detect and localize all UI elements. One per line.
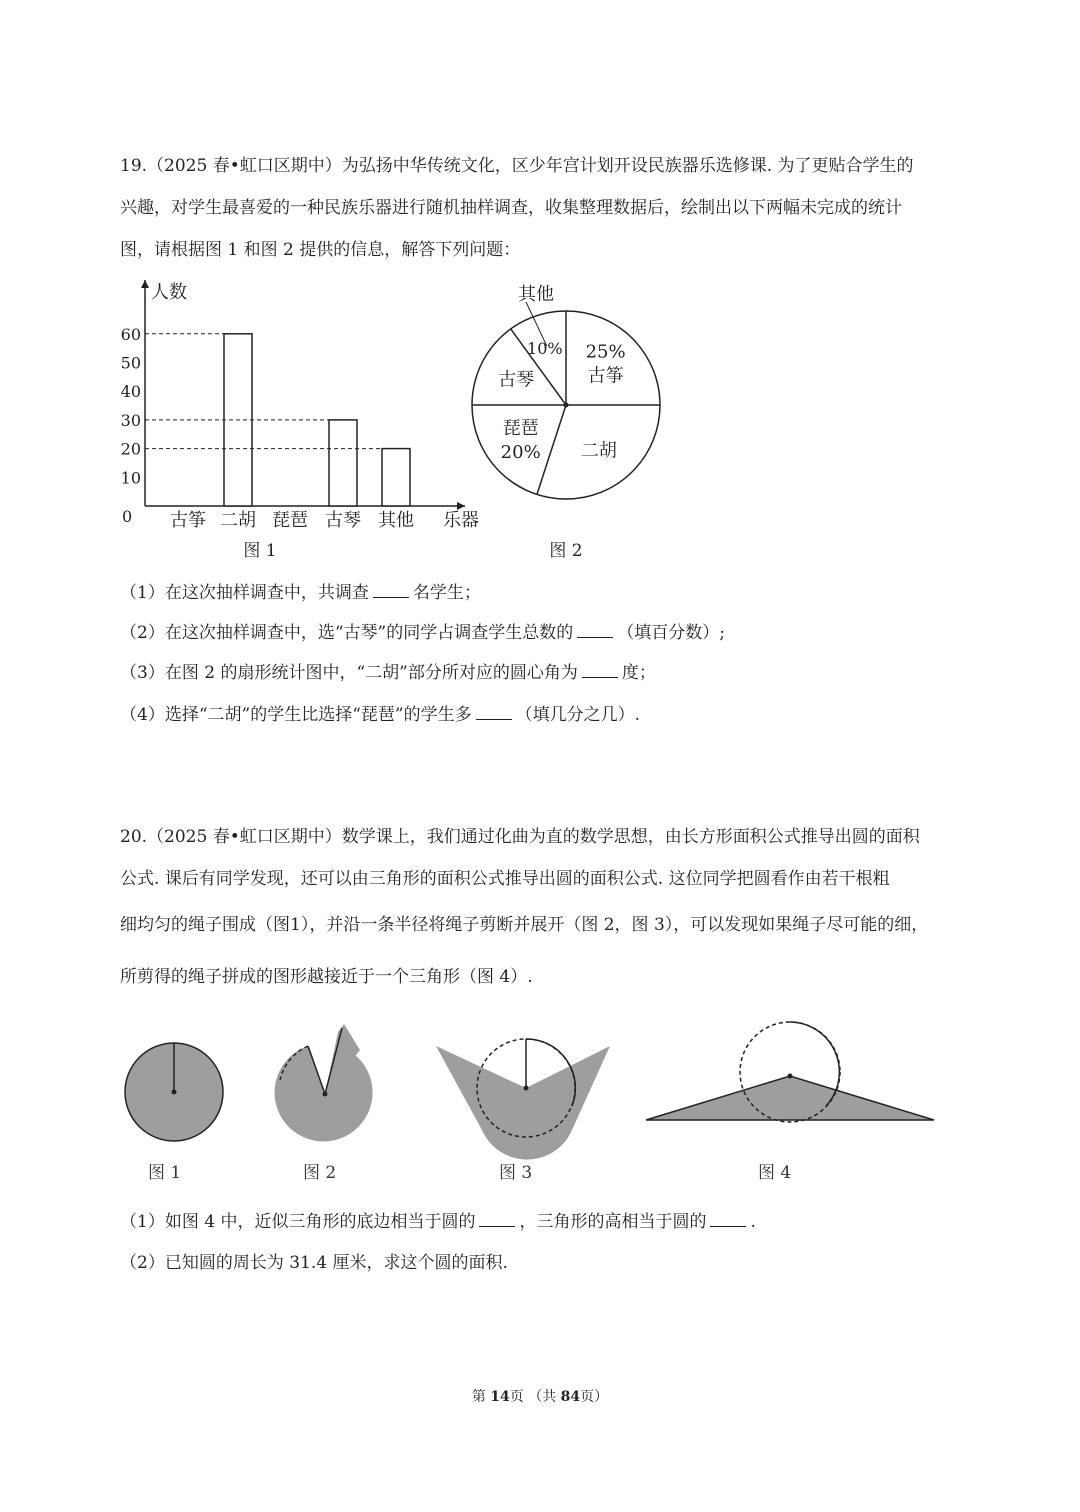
figure-1-caption: 图 1 <box>243 541 277 561</box>
q19-sub1 <box>120 578 481 603</box>
figure-3-caption: 图 3 <box>499 1163 533 1183</box>
origin-label: 0 <box>122 507 133 526</box>
q19-sub3 <box>120 658 656 683</box>
q20-line-3: 细均匀的绳子围成（图1），并沿一条半径将绳子剪断并展开（图 2，图 3），可以发现如果绳子尽可能的细， <box>120 915 929 935</box>
q19-sub3-text: （3）在图 2 的扇形统计图中，“二胡”部分所对应的圆心角为 <box>120 663 578 683</box>
y-axis-label: 人数 <box>151 282 187 303</box>
answer-blank[interactable] <box>582 661 618 678</box>
q19-sub3-tail: 度； <box>621 663 656 683</box>
answer-blank[interactable] <box>710 1210 746 1227</box>
q19-sub4-tail: （填几分之几）. <box>515 705 640 725</box>
q19-sub4-text: （4）选择“二胡”的学生比选择“琵琶”的学生多 <box>120 705 472 725</box>
x-axis-label: 乐器 <box>443 510 479 531</box>
pie-label: 二胡 <box>580 440 617 462</box>
y-tick-label: 50 <box>120 353 141 373</box>
q20-sub1 <box>120 1207 756 1232</box>
pie-label: 其他 <box>518 284 554 305</box>
figure-2-caption: 图 2 <box>549 541 583 561</box>
pie-center <box>564 403 569 408</box>
q20-line-2: 公式. 课后有同学发现，还可以由三角形的面积公式推导出圆的面积公式. 这位同学把圆看作由若干根粗 <box>120 869 890 889</box>
q20-sub1-tail: . <box>750 1212 756 1232</box>
pie-label: 古琴 <box>498 369 535 391</box>
answer-blank[interactable] <box>479 1210 515 1227</box>
y-tick-label: 30 <box>120 410 141 430</box>
q19-line-3: 图，请根据图 1 和图 2 提供的信息，解答下列问题： <box>120 240 521 260</box>
page-total: 84 <box>560 1389 581 1405</box>
figure-1-caption: 图 1 <box>148 1163 182 1183</box>
q20-line-1: 20.（2025 春•虹口区期中）数学课上，我们通过化曲为直的数学思想，由长方形面积公式推导出圆的面积 <box>120 827 920 847</box>
q20-sub1-mid: ，三角形的高相当于圆的 <box>519 1212 707 1232</box>
bar <box>329 420 357 506</box>
x-tick-label: 古琴 <box>325 510 361 531</box>
pie-value-label: 20% <box>500 441 541 463</box>
figure-3-unfolding <box>436 1039 610 1160</box>
figure-4-triangle <box>646 1022 934 1122</box>
circle-figures <box>110 1010 960 1190</box>
y-tick-label: 20 <box>120 439 141 459</box>
q20-sub2: （2）已知圆的周长为 31.4 厘米，求这个圆的面积. <box>120 1253 508 1273</box>
y-axis-arrow <box>141 280 149 288</box>
pie-value-label: 10% <box>527 339 563 359</box>
answer-blank[interactable] <box>373 581 409 598</box>
q19-sub4 <box>120 700 640 725</box>
q19-line-2: 兴趣，对学生最喜爱的一种民族乐器进行随机抽样调查，收集整理数据后，绘制出以下两幅未完成的统计 <box>120 198 902 218</box>
figure-4-caption: 图 4 <box>758 1163 792 1183</box>
bar-chart <box>110 270 490 570</box>
x-tick-label: 二胡 <box>220 510 256 531</box>
q19-sub1-text: （1）在这次抽样调查中，共调查 <box>120 583 369 603</box>
bar <box>382 449 410 506</box>
q19-sub2-tail: （填百分数）; <box>617 623 725 643</box>
q19-sub2 <box>120 618 725 643</box>
page-number: 14 <box>490 1389 510 1405</box>
page-footer <box>0 1386 1080 1406</box>
pie-value-label: 古筝 <box>587 365 624 387</box>
footer-suffix: 页） <box>580 1389 609 1405</box>
q20-sub1-text: （1）如图 4 中，近似三角形的底边相当于圆的 <box>120 1212 476 1232</box>
pie-label: 琵琶 <box>502 417 539 439</box>
y-tick-label: 10 <box>120 468 141 488</box>
answer-blank[interactable] <box>577 621 613 638</box>
q19-line-1: 19.（2025 春•虹口区期中）为弘扬中华传统文化，区少年宫计划开设民族器乐选修课. 为了更贴合学生的 <box>120 156 914 176</box>
x-tick-label: 其他 <box>378 510 414 531</box>
figure-2-caption: 图 2 <box>303 1163 337 1183</box>
q19-sub1-tail: 名学生； <box>412 583 481 603</box>
pie-label: 25% <box>585 341 626 363</box>
answer-blank[interactable] <box>476 703 512 720</box>
footer-prefix: 第 <box>471 1389 491 1405</box>
figure-2-cut-circle <box>275 1024 373 1141</box>
q20-line-4: 所剪得的绳子拼成的图形越接近于一个三角形（图 4）. <box>120 967 533 987</box>
x-tick-label: 古筝 <box>170 510 206 531</box>
x-tick-label: 琵琶 <box>272 510 308 531</box>
pie-chart <box>460 270 680 570</box>
y-tick-label: 60 <box>120 324 141 344</box>
figure-1-circle <box>125 1043 223 1141</box>
footer-middle: 页 （共 <box>509 1389 561 1405</box>
q19-sub2-text: （2）在这次抽样调查中，选“古琴”的同学占调查学生总数的 <box>120 623 574 643</box>
y-tick-label: 40 <box>120 382 141 402</box>
